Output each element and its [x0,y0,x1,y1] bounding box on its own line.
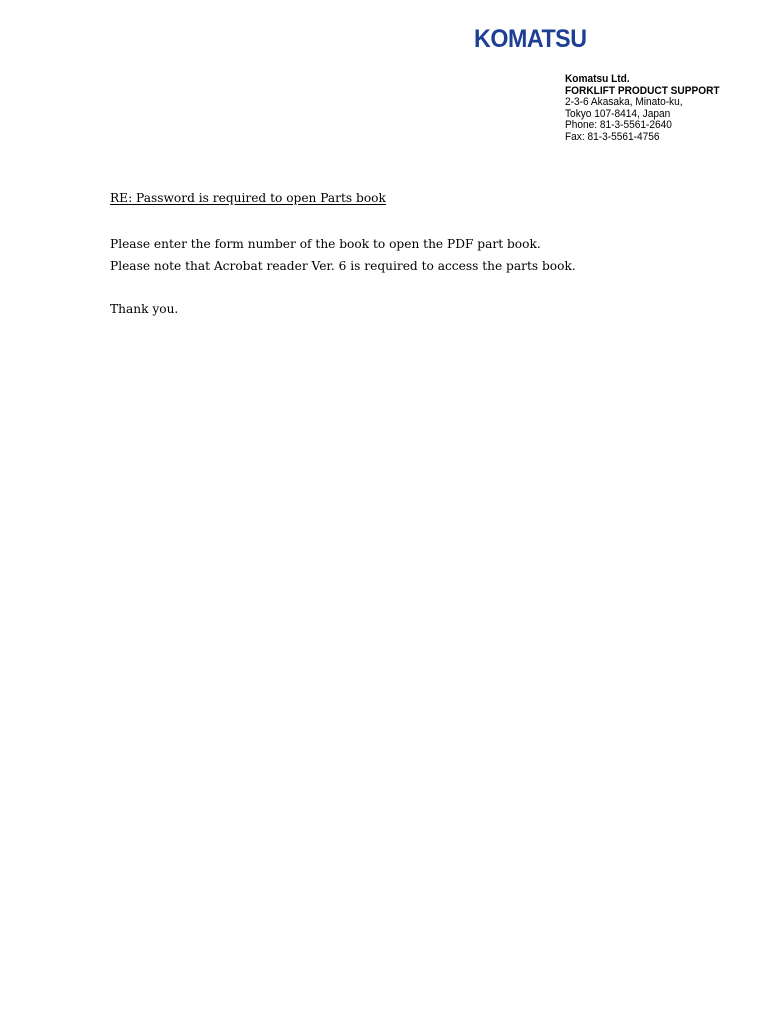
komatsu-logo: KOMATSU [474,25,587,53]
closing-line: Thank you. [110,302,179,316]
department-name: FORKLIFT PRODUCT SUPPORT [565,84,720,97]
company-name: Komatsu Ltd. [565,73,630,85]
body-line-1: Please enter the form number of the book to open the PDF part book. [110,237,541,251]
spacer [110,277,576,298]
spacer [110,207,576,233]
company-address-block [565,74,720,143]
subject-line: RE: Password is required to open Parts book [110,191,386,205]
phone-number: Phone: 81-3-5561-2640 [565,119,672,131]
address-line-2: Tokyo 107-8414, Japan [565,107,671,120]
address-line-1: 2-3-6 Akasaka, Minato-ku, [565,96,683,108]
fax-number: Fax: 81-3-5561-4756 [565,130,660,143]
body-line-2: Please note that Acrobat reader Ver. 6 is required to access the parts book. [110,259,576,273]
letter-body [110,189,576,320]
